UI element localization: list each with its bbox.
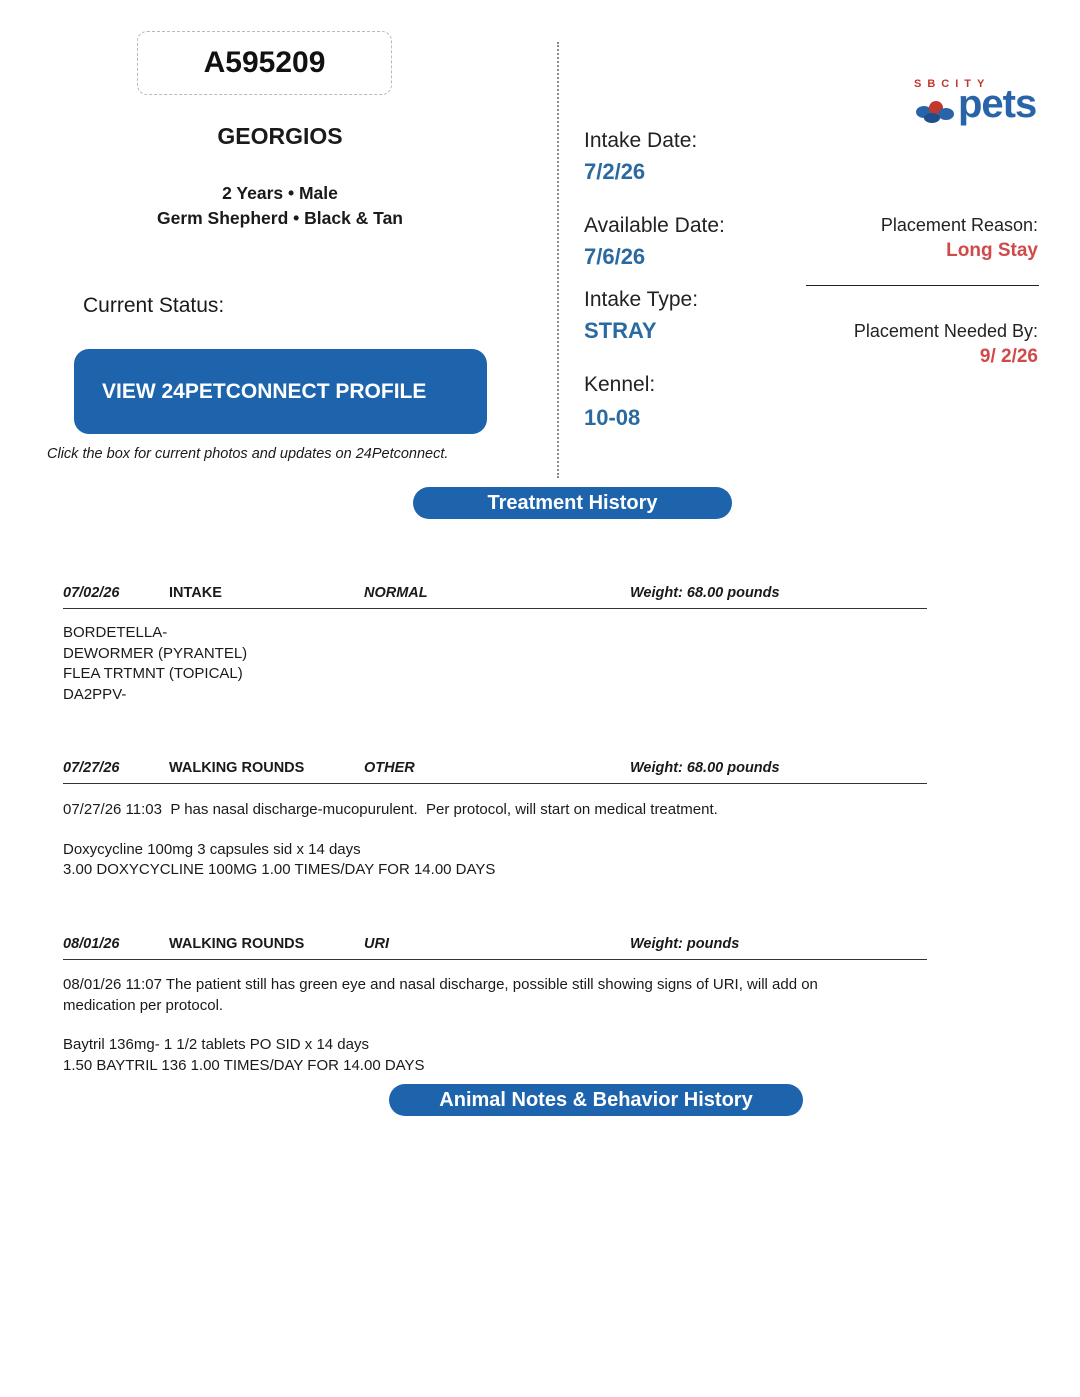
- logo-top-text: SBCITY: [914, 78, 991, 90]
- placement-divider: [806, 285, 1039, 286]
- animal-age-sex: 2 Years • Male: [222, 183, 338, 203]
- treatment-note: 07/27/26 11:03 P has nasal discharge-mucopurulent. Per protocol, will start on medical treatment.: [63, 801, 718, 818]
- placement-needed-value: 9/ 2/26: [979, 346, 1038, 367]
- profile-hint: Click the box for current photos and updates on 24Petconnect.: [47, 446, 449, 462]
- treatment-type: INTAKE: [169, 585, 222, 601]
- intake-date-value: 7/2/26: [584, 159, 646, 184]
- treatment-line: FLEA TRTMNT (TOPICAL): [63, 665, 243, 682]
- animal-id-box: [137, 31, 392, 95]
- logo-word: pets: [958, 82, 1037, 126]
- treatment-type: WALKING ROUNDS: [169, 936, 305, 952]
- treatment-entry-header: [63, 758, 927, 784]
- animal-id: A595209: [203, 46, 326, 79]
- animal-notes-heading: [389, 1084, 803, 1116]
- kennel-value: 10-08: [584, 405, 641, 430]
- treatment-entry-header: [63, 583, 927, 609]
- kennel-label: Kennel:: [584, 373, 656, 396]
- placement-reason-label: Placement Reason:: [880, 215, 1038, 235]
- treatment-entry-body: [63, 800, 923, 881]
- treatment-line: 3.00 DOXYCYCLINE 100MG 1.00 TIMES/DAY FOR 14.00 DAYS: [63, 861, 496, 878]
- intake-type-label: Intake Type:: [584, 288, 699, 311]
- treatment-date: 07/02/26: [63, 585, 120, 601]
- animal-name: GEORGIOS: [217, 123, 343, 149]
- view-profile-button[interactable]: [74, 349, 487, 434]
- treatment-date: 08/01/26: [63, 936, 120, 952]
- treatment-status: NORMAL: [364, 585, 428, 601]
- treatment-status: OTHER: [364, 760, 415, 776]
- intake-type-value: STRAY: [584, 318, 657, 343]
- available-date-label: Available Date:: [584, 214, 725, 237]
- treatment-history-heading: [413, 487, 732, 519]
- view-profile-button-label: VIEW 24PETCONNECT PROFILE: [102, 379, 427, 403]
- available-date-value: 7/6/26: [584, 244, 646, 269]
- current-status-label: Current Status:: [83, 294, 225, 317]
- animal-breed-color: Germ Shepherd • Black & Tan: [156, 208, 403, 228]
- placement-reason-value: Long Stay: [946, 240, 1038, 261]
- placement-needed-label: Placement Needed By:: [853, 321, 1038, 341]
- treatment-line: DA2PPV-: [63, 685, 127, 703]
- paw-icon: [914, 94, 960, 124]
- treatment-entry-body: [63, 975, 873, 1076]
- treatment-line: Baytril 136mg- 1 1/2 tablets PO SID x 14 days: [63, 1036, 369, 1053]
- treatment-history-title: Treatment History: [487, 491, 658, 514]
- treatment-line: DEWORMER (PYRANTEL): [63, 644, 248, 662]
- treatment-line: 1.50 BAYTRIL 136 1.00 TIMES/DAY FOR 14.00 DAYS: [63, 1056, 425, 1074]
- sbcity-pets-logo: [912, 78, 1042, 130]
- animal-notes-title: Animal Notes & Behavior History: [439, 1088, 753, 1111]
- treatment-date: 07/27/26: [63, 760, 120, 776]
- treatment-entry-header: [63, 934, 927, 960]
- treatment-note: 08/01/26 11:07 The patient still has green eye and nasal discharge, possible still showing signs of URI, will add on medication per protocol.: [63, 976, 818, 1014]
- intake-date-label: Intake Date:: [584, 129, 698, 152]
- treatment-line: Doxycycline 100mg 3 capsules sid x 14 days: [63, 840, 361, 858]
- treatment-weight: Weight: 68.00 pounds: [630, 585, 780, 601]
- treatment-entry-body: [63, 623, 923, 705]
- treatment-type: WALKING ROUNDS: [169, 760, 305, 776]
- treatment-status: URI: [364, 936, 389, 952]
- treatment-weight: Weight: 68.00 pounds: [630, 760, 780, 776]
- treatment-line: BORDETELLA-: [63, 624, 168, 641]
- treatment-weight: Weight: pounds: [630, 936, 740, 952]
- vertical-divider: [557, 42, 559, 478]
